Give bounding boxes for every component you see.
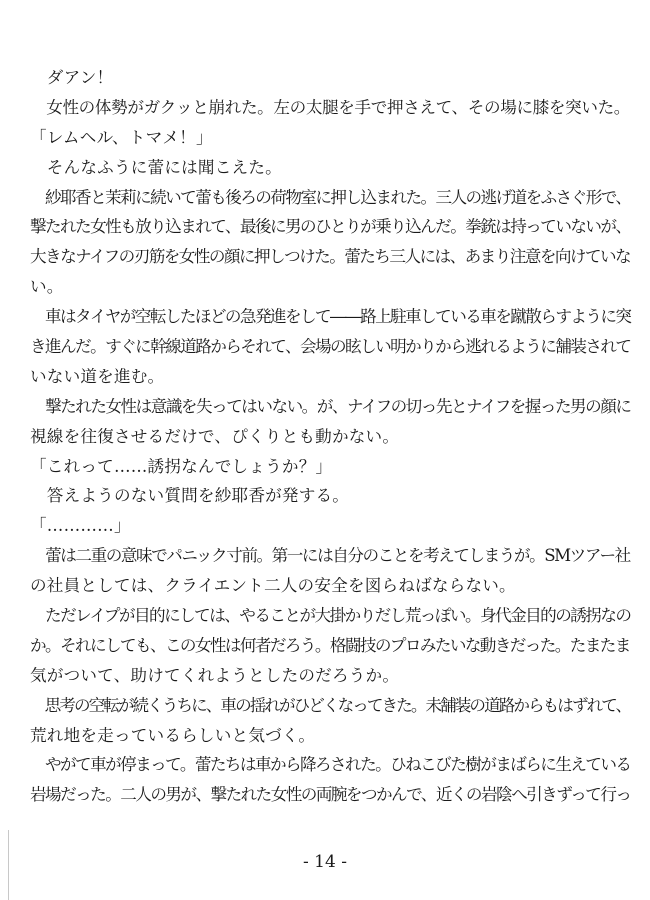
text-line: そんなふうに蕾には聞こえた。 <box>30 157 282 177</box>
text-line: 撃たれた女性も放り込まれて、最後に男のひとりが乗り込んだ。拳銃は持っていないが、 <box>30 217 631 237</box>
text-line: の社員としては、クライエント二人の安全を図らねばならない。 <box>30 576 516 596</box>
text-line: 荒れ地を走っているらしいと気づく。 <box>30 725 316 745</box>
body-text <box>30 63 630 810</box>
text-line: いない道を進む。 <box>30 366 165 386</box>
text-line: 「…………」 <box>30 516 131 536</box>
text-line: ダアン！ <box>30 68 114 87</box>
text-line: 岩場だった。二人の男が、撃たれた女性の両腕をつかんで、近くの岩陰へ引きずって行っ <box>30 785 631 805</box>
text-line: 女性の体勢がガクッと崩れた。左の太腿を手で押さえて、その場に膝を突いた。 <box>30 97 631 117</box>
text-line: 紗耶香と茉莉に続いて蕾も後ろの荷物室に押し込まれた。三人の逃げ道をふさぐ形で、 <box>30 187 631 207</box>
text-line: 蕾は二重の意味でパニック寸前。第一には自分のことを考えてしまうが。SMツアー社 <box>30 546 630 566</box>
text-line: 車はタイヤが空転したほどの急発進をして――路上駐車している車を蹴散らすように突 <box>30 307 631 327</box>
text-line: 「これって……誘拐なんでしょうか？」 <box>30 456 333 476</box>
text-line: 「レムヘル、トマメ！」 <box>30 127 213 147</box>
text-line: ただレイプが目的にしては、やることが大掛かりだし荒っぽい。身代金目的の誘拐なの <box>30 606 631 626</box>
text-line: き進んだ。すぐに幹線道路からそれて、会場の眩しい明かりから逃れるように舗装されて <box>30 337 631 357</box>
text-line: 気がついて、助けてくれようとしたのだろうか。 <box>30 665 400 685</box>
text-line: 大きなナイフの刃筋を女性の顔に押しつけた。蕾たち三人には、あまり注意を向けていな <box>30 247 631 267</box>
text-line: 思考の空転が続くうちに、車の揺れがひどくなってきた。未舗装の道路からもはずれて、 <box>30 695 631 715</box>
text-line: 答えようのない質問を紗耶香が発する。 <box>30 486 350 506</box>
text-line: やがて車が停まって。蕾たちは車から降ろされた。ひねこびた樹がまばらに生えている <box>30 755 631 775</box>
text-line: い。 <box>30 277 64 297</box>
text-line: か。それにしても、この女性は何者だろう。格闘技のプロみたいな動きだった。たまたま <box>30 635 630 655</box>
text-line: 撃たれた女性は意識を失ってはいない。が、ナイフの切っ先とナイフを握った男の顔に <box>30 396 631 416</box>
text-line: 視線を往復させるだけで、ぴくりとも動かない。 <box>30 426 400 446</box>
page-number: - 14 - <box>303 852 347 872</box>
